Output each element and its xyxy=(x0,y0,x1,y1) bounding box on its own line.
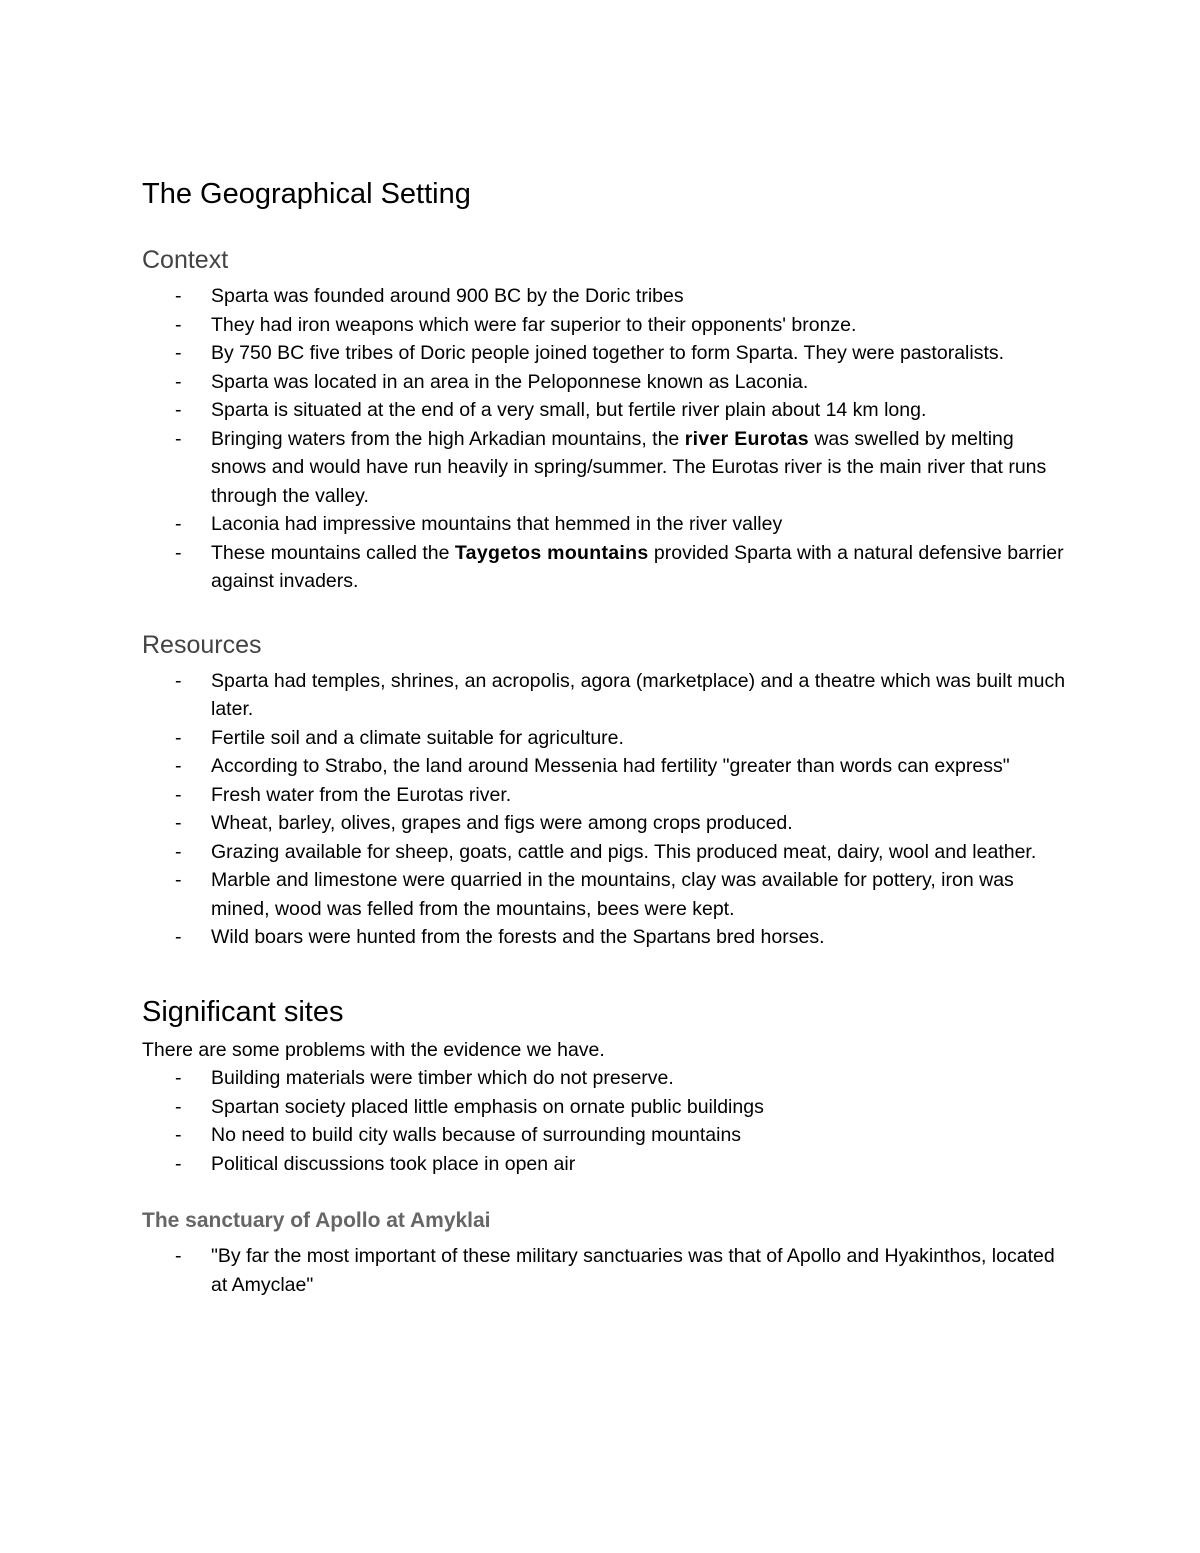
list-item: - They had iron weapons which were far superior to their opponents' bronze. xyxy=(142,311,1072,340)
dash-marker: - xyxy=(175,313,182,336)
list-item: - According to Strabo, the land around Messenia had fertility "greater than words can express" xyxy=(142,752,1072,781)
context-heading: Context xyxy=(142,246,229,274)
list-item: - Grazing available for sheep, goats, cattle and pigs. This produced meat, dairy, wool and leather. xyxy=(142,838,1072,867)
dash-marker: - xyxy=(175,840,182,863)
dash-marker: - xyxy=(175,285,182,307)
taygetos-emphasis: Taygetos mountains xyxy=(454,541,649,564)
dash-marker: - xyxy=(175,726,182,749)
resources-heading: Resources xyxy=(142,630,262,659)
dash-marker: - xyxy=(175,926,182,948)
dash-marker: - xyxy=(175,1067,182,1089)
dash-marker: - xyxy=(175,1245,182,1267)
list-item: - Laconia had impressive mountains that hemmed in the river valley xyxy=(142,510,1072,539)
document-title: The Geographical Setting xyxy=(142,178,471,210)
list-item: - "By far the most important of these military sanctuaries was that of Apollo and Hyakinthos, located at Amyclae" xyxy=(142,1242,1072,1299)
list-item: - Wild boars were hunted from the forests and the Spartans bred horses. xyxy=(142,923,1072,952)
dash-marker: - xyxy=(175,1152,182,1175)
context-list xyxy=(142,282,1072,596)
list-item: - Sparta was located in an area in the Peloponnese known as Laconia. xyxy=(142,368,1072,397)
list-item: - Spartan society placed little emphasis on ornate public buildings xyxy=(142,1093,1072,1122)
list-item: - Political discussions took place in open air xyxy=(142,1150,1072,1179)
list-item: - Fresh water from the Eurotas river. xyxy=(142,781,1072,810)
dash-marker: - xyxy=(175,869,182,891)
dash-marker: - xyxy=(175,1124,182,1146)
dash-marker: - xyxy=(175,342,182,364)
list-item: - No need to build city walls because of surrounding mountains xyxy=(142,1121,1072,1150)
list-item: - Building materials were timber which do not preserve. xyxy=(142,1064,1072,1093)
dash-marker: - xyxy=(175,427,182,450)
document-page xyxy=(142,174,1072,1299)
list-item: - Fertile soil and a climate suitable for agriculture. xyxy=(142,724,1072,753)
sanctuary-list xyxy=(142,1242,1072,1299)
list-item: - Sparta was founded around 900 BC by the Doric tribes xyxy=(142,282,1072,311)
dash-marker: - xyxy=(175,755,182,777)
dash-marker: - xyxy=(175,370,182,393)
dash-marker: - xyxy=(175,399,182,421)
sites-intro: There are some problems with the evidence we have. xyxy=(142,1038,605,1061)
dash-marker: - xyxy=(175,541,182,564)
river-eurotas-emphasis: river Eurotas xyxy=(684,427,809,450)
sanctuary-heading: The sanctuary of Apollo at Amyklai xyxy=(142,1209,491,1232)
list-item: - Sparta had temples, shrines, an acropolis, agora (marketplace) and a theatre which was built much later. xyxy=(142,667,1072,724)
list-item: - Bringing waters from the high Arkadian mountains, the river Eurotas was swelled by melting snows and would have run heavily in spring/summer. The Eurotas river is the main river that runs through the valley. xyxy=(142,425,1072,511)
dash-marker: - xyxy=(175,812,182,834)
dash-marker: - xyxy=(175,783,182,806)
dash-marker: - xyxy=(175,513,182,535)
list-item: - Wheat, barley, olives, grapes and figs were among crops produced. xyxy=(142,809,1072,838)
dash-marker: - xyxy=(175,1095,182,1118)
resources-list xyxy=(142,667,1072,952)
list-item: - These mountains called the Taygetos mountains provided Sparta with a natural defensive barrier against invaders. xyxy=(142,539,1072,596)
list-item: - Sparta is situated at the end of a very small, but fertile river plain about 14 km long. xyxy=(142,396,1072,425)
sites-list xyxy=(142,1064,1072,1178)
list-item: - By 750 BC five tribes of Doric people joined together to form Sparta. They were pastoralists. xyxy=(142,339,1072,368)
significant-sites-heading: Significant sites xyxy=(142,995,344,1028)
dash-marker: - xyxy=(175,669,182,692)
list-item: - Marble and limestone were quarried in the mountains, clay was available for pottery, iron was mined, wood was felled from the mountains, bees were kept. xyxy=(142,866,1072,923)
